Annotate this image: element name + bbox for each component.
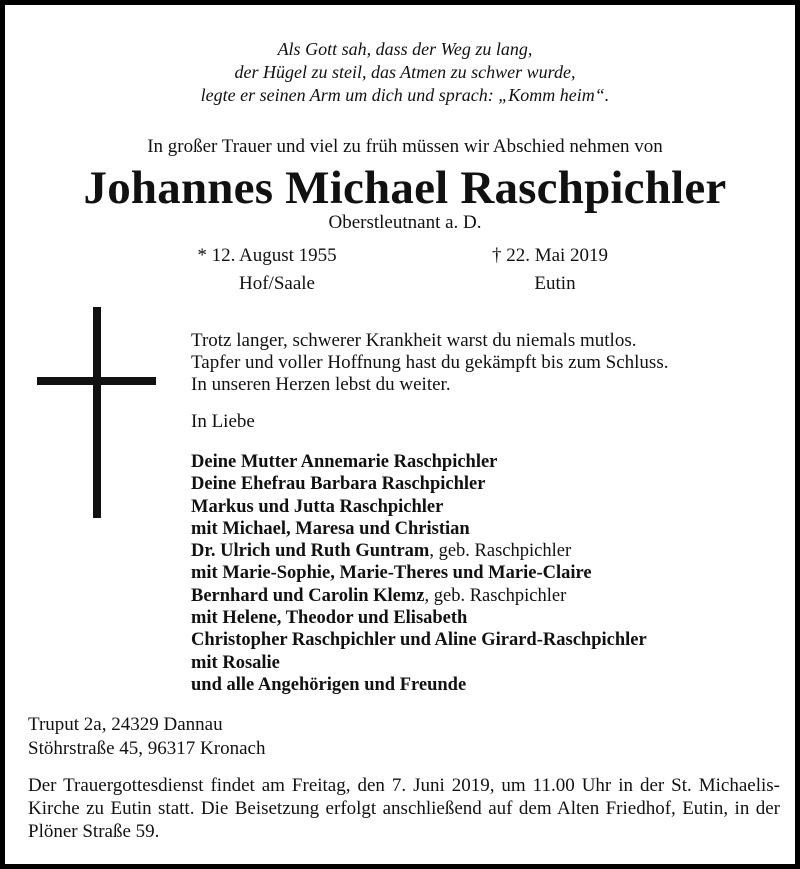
address-line: Truput 2a, 24329 Dannau xyxy=(28,714,223,735)
addresses xyxy=(28,713,265,761)
family-entry: mit Marie-Sophie, Marie-Theres und Marie-Claire xyxy=(191,563,592,584)
family-entry: Christopher Raschpichler und Aline Girard-Raschpichler xyxy=(191,630,647,651)
family-list xyxy=(191,451,647,696)
address-line: Stöhrstraße 45, 96317 Kronach xyxy=(28,738,266,759)
deceased-name: Johannes Michael Raschpichler xyxy=(83,162,727,214)
family-entry: Deine Mutter Annemarie Raschpichler xyxy=(191,452,498,472)
family-entry: Deine Ehefrau Barbara Raschpichler xyxy=(191,474,486,495)
family-entry: und alle Angehörigen und Freunde xyxy=(191,674,467,695)
message-line: Tapfer und voller Hoffnung hast du gekämpft bis zum Schluss. xyxy=(191,352,669,373)
family-entry: mit Michael, Maresa und Christian xyxy=(191,518,470,539)
poem-line: Als Gott sah, dass der Weg zu lang, xyxy=(277,39,533,59)
closing-text: In Liebe xyxy=(191,411,255,432)
family-entry: Dr. Ulrich und Ruth Guntram, geb. Raschpichler xyxy=(191,541,572,562)
death-date: † 22. Mai 2019 xyxy=(491,245,609,266)
cross-icon-bar xyxy=(37,377,156,385)
poem xyxy=(5,38,800,107)
cross-icon xyxy=(93,307,101,518)
family-entry: mit Helene, Theodor und Elisabeth xyxy=(191,608,468,629)
message xyxy=(191,330,668,396)
birth-place: Hof/Saale xyxy=(239,273,315,294)
intro-text: In großer Trauer und viel zu früh müssen wir Abschied nehmen von xyxy=(147,136,663,157)
family-entry: Bernhard und Carolin Klemz, geb. Raschpichler xyxy=(191,585,567,606)
death-place: Eutin xyxy=(534,273,576,294)
service-note: Der Trauergottesdienst findet am Freitag, den 7. Juni 2019, um 11.00 Uhr in der St. Michaelis-Kirche zu Eutin statt. Die Beisetzung erfolgt anschließend auf dem Alten Friedhof, Eutin, in der Plöner Straße 59. xyxy=(28,775,780,842)
rank-title: Oberstleutnant a. D. xyxy=(328,212,482,233)
family-entry: mit Rosalie xyxy=(191,652,280,673)
birth-date: * 12. August 1955 xyxy=(197,245,337,266)
poem-line: legte er seinen Arm um dich und sprach: „Komm heim“. xyxy=(200,85,610,105)
message-line: Trotz langer, schwerer Krankheit warst du niemals mutlos. xyxy=(191,330,637,351)
family-entry: Markus und Jutta Raschpichler xyxy=(191,496,444,517)
message-line: In unseren Herzen lebst du weiter. xyxy=(191,374,451,395)
poem-line: der Hügel zu steil, das Atmen zu schwer wurde, xyxy=(234,62,576,82)
